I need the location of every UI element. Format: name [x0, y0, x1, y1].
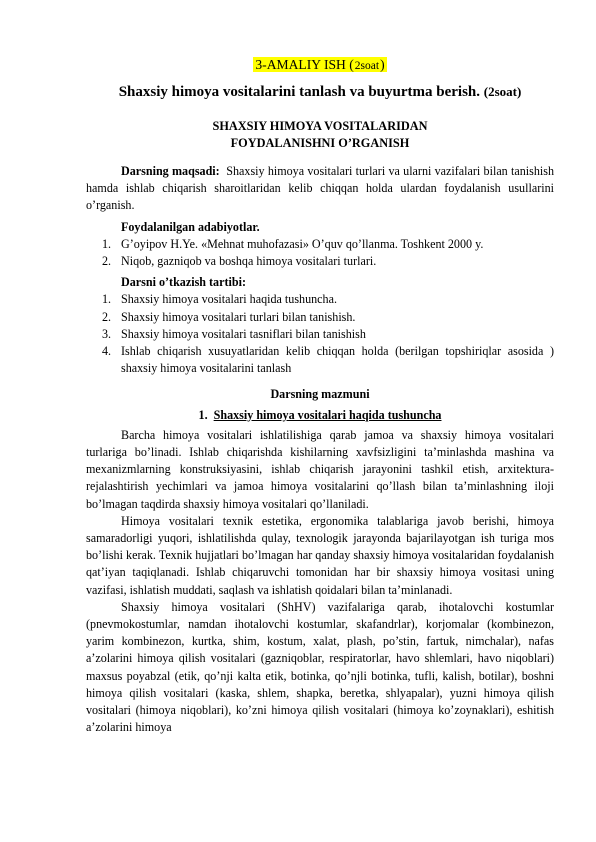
- section-subtitle: [86, 118, 554, 152]
- subtitle-line-1: SHAXSIY HIMOYA VOSITALARIDAN: [212, 119, 428, 133]
- body-paragraph-2: Himoya vositalari texnik estetika, ergonomika talablariga javob berishi, himoya samaradorligi yuqori, ishlatilishda qulay, texnologik jarayonda bajarilayotgan ish turiga mos bo’lishi kerak. Texnik hujjatlari bo’lmagan har qanday shaxsiy himoya vositalaridan foydalanish qat’iyan taqiqlanadi. Ishlab chiqaruvchi tomonidan har bir shaxsiy himoya vositasi uning vazifasi, ishlatish muddati, saqlash va ishlatish qoidalari bilan ta’minlanadi.: [86, 513, 554, 597]
- goal-label: Darsning maqsadi:: [121, 164, 220, 178]
- literature-list: [86, 236, 554, 270]
- badge-main-text: 3-AMALIY ISH (: [255, 57, 354, 72]
- body-paragraph-1: Barcha himoya vositalari ishlatilishiga qarab jamoa va shaxsiy himoya vositalari turlariga bo’linadi. Ishlab chiqarishda kishilarning xavfsizligini ta’minlashda mashina va mexanizmlarning konstruksiyasini, ishlab chiqarish jarayonini tashkil etish, arxitektura-rejalashtirish yechimlari va jamoa himoya vositalarini qo’llash bilan ta’minlashning iloji bo’lmagan taqdirda shaxsiy himoya vositalari qo’llaniladi.: [86, 427, 554, 511]
- title-suffix: (2soat): [483, 84, 522, 99]
- literature-heading: Foydalanilgan adabiyotlar.: [121, 219, 260, 234]
- section-heading: [86, 407, 554, 424]
- section-title: Shaxsiy himoya vositalari haqida tushuncha: [213, 407, 442, 422]
- literature-item-2: Niqob, gazniqob va boshqa himoya vositalari turlari.: [121, 254, 377, 269]
- content-heading: Darsning mazmuni: [270, 387, 370, 402]
- procedure-heading: Darsni o’tkazish tartibi:: [121, 275, 246, 290]
- list-item: 2. Shaxsiy himoya vositalari turlari bilan tanishish.: [102, 309, 356, 324]
- goal-text: Shaxsiy himoya vositalari turlari va ularni vazifalari bilan tanishish hamda ishlab chiqarish sharoitlaridan kelib chiqqan holda ulardan foydalanish usullarini o’rganish.: [86, 164, 555, 213]
- list-item: 1. Shaxsiy himoya vositalari haqida tushuncha.: [102, 292, 337, 307]
- highlighted-label: [253, 57, 386, 72]
- procedure-item-2: Shaxsiy himoya vositalari turlari bilan tanishish.: [121, 309, 356, 324]
- subtitle-line-2: FOYDALANISHNI O’RGANISH: [230, 136, 410, 150]
- list-item: 4. Ishlab chiqarish xusuyatlaridan kelib chiqqan holda (berilgan topshiriqlar asosida ) shaxsiy himoya vositalarini tanlash: [102, 344, 554, 376]
- goal-paragraph: [86, 163, 554, 215]
- procedure-list: [86, 291, 554, 377]
- procedure-item-1: Shaxsiy himoya vositalari haqida tushuncha.: [121, 292, 337, 307]
- list-item: 3. Shaxsiy himoya vositalari tasniflari bilan tanishish: [102, 326, 366, 341]
- literature-item-1: G’oyipov H.Ye. «Mehnat muhofazasi» O’quv qo’llanma. Toshkent 2000 y.: [121, 236, 484, 251]
- section-number: 1.: [198, 407, 208, 422]
- practical-work-badge: [86, 56, 554, 75]
- list-item: 2. Niqob, gazniqob va boshqa himoya vositalari turlari.: [102, 254, 377, 269]
- badge-close-text: ): [380, 57, 385, 72]
- title-text: Shaxsiy himoya vositalarini tanlash va buyurtma berish.: [118, 84, 480, 100]
- list-item: 1. G’oyipov H.Ye. «Mehnat muhofazasi» O’quv qo’llanma. Toshkent 2000 y.: [102, 236, 484, 251]
- badge-small-text: 2soat: [354, 60, 380, 72]
- body-paragraph-3: Shaxsiy himoya vositalari (ShHV) vazifalariga qarab, ihotalovchi kostumlar (pnevmokostumlar, namdan ihotalovchi kostumlar, skafandrlar), korjomalar (kombinezon, yarim kombinezon, kurtka, shim, kostum, xalat, plash, po’stin, fartuk, nimchalar), nafas a’zolarini himoya qilish vositalari (gazniqoblar, respiratorlar, havo shlemlari, havo niqoblari) maxsus poyabzal (etik, qo’nji kalta etik, botinka, qo’njli botinka, tufli, kalish, botilar), boshni himoya qilish vositalari (kaska, shlem, shapka, beretka, shlyapalar), yuzni himoya qilish vositalari (himoya niqoblari), ko’zni himoya qilish vositalari (himoya ko’zoynaklari), eshitish a’zolarini himoya: [86, 599, 554, 735]
- document-title: [86, 82, 554, 102]
- procedure-item-4: Ishlab chiqarish xusuyatlaridan kelib chiqqan holda (berilgan topshiriqlar asosida ) shaxsiy himoya vositalarini tanlash: [121, 344, 554, 376]
- procedure-item-3: Shaxsiy himoya vositalari tasniflari bilan tanishish: [121, 326, 366, 341]
